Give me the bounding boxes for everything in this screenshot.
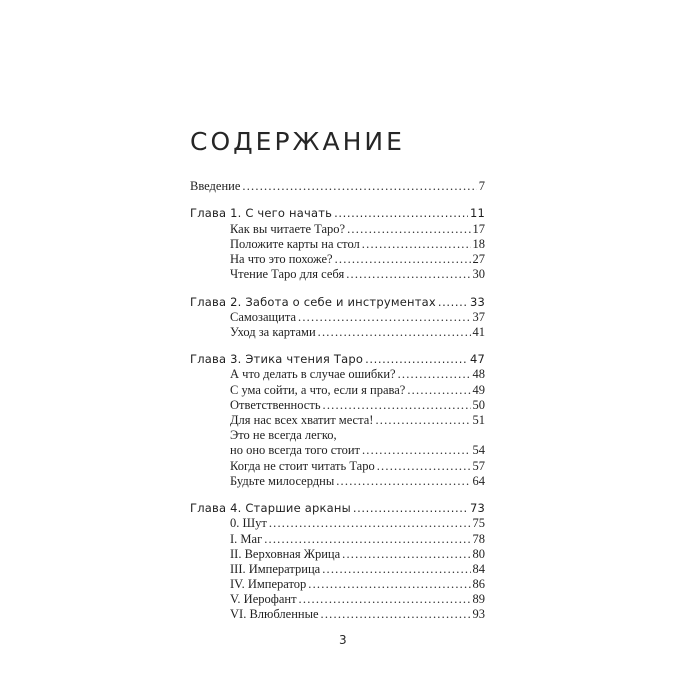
- toc-item-first-line[interactable]: [190, 428, 485, 443]
- toc-item[interactable]: [190, 222, 485, 237]
- toc-item-page: 78: [472, 531, 485, 546]
- toc-item-label: Это не всегда легко,: [230, 428, 337, 443]
- toc-item-page: 51: [472, 413, 485, 427]
- toc-item-label: Самозащита: [230, 309, 297, 324]
- leader-dots: [346, 267, 470, 282]
- spacer: [190, 282, 485, 294]
- toc-entry-label: Введение: [190, 179, 241, 193]
- toc-item[interactable]: [190, 252, 485, 267]
- toc-item-label: Как вы читаете Таро?: [230, 221, 346, 236]
- leader-dots: [308, 577, 470, 592]
- toc-item-label: Положите карты на стол: [230, 236, 360, 251]
- chapter-label: Глава 1. С чего начать: [190, 206, 333, 221]
- leader-dots: [362, 237, 471, 252]
- leader-dots: [438, 295, 468, 310]
- toc-item-label: VI. Влюбленные: [230, 607, 319, 622]
- toc-item[interactable]: [190, 325, 485, 340]
- toc-item-label: Уход за картами: [230, 324, 316, 339]
- toc-item-page: 37: [472, 309, 485, 324]
- toc-item-page: 17: [472, 221, 485, 236]
- toc-item-page: 80: [472, 546, 485, 561]
- toc-item-page: 75: [472, 516, 485, 531]
- toc-item-label: На что это похоже?: [230, 251, 333, 266]
- leader-dots: [353, 501, 468, 516]
- toc-item-page: 27: [472, 251, 485, 266]
- toc-item-page: 54: [472, 443, 485, 458]
- toc-item-label: Ответственность: [230, 397, 321, 412]
- toc-item-page: 89: [472, 592, 485, 607]
- leader-dots: [377, 459, 471, 474]
- toc-item[interactable]: [190, 547, 485, 562]
- leader-dots: [322, 562, 470, 577]
- toc-item-page: 93: [472, 607, 485, 622]
- toc-item-label: Для нас всех хватит места!: [230, 413, 374, 427]
- toc-item-label: Когда не стоит читать Таро: [230, 458, 375, 473]
- toc-item-label: III. Императрица: [230, 561, 321, 576]
- toc-item-page: 86: [472, 577, 485, 592]
- toc-item-label: Будьте милосердны: [230, 473, 335, 488]
- toc-item-page: 48: [472, 367, 485, 382]
- toc-item[interactable]: [190, 562, 485, 577]
- toc-item-page: 50: [472, 397, 485, 412]
- toc-item[interactable]: [190, 474, 485, 489]
- leader-dots: [323, 398, 471, 413]
- toc-item[interactable]: [190, 267, 485, 282]
- leader-dots: [264, 532, 470, 547]
- toc-item-label: А что делать в случае ошибки?: [230, 367, 396, 382]
- leader-dots: [298, 310, 470, 325]
- toc-item[interactable]: [190, 592, 485, 607]
- toc-item-label: но оно всегда того стоит: [230, 443, 360, 458]
- toc-item[interactable]: [190, 607, 485, 622]
- leader-dots: [347, 222, 470, 237]
- toc-item-label: V. Иерофант: [230, 592, 297, 607]
- toc-item-page: 41: [472, 324, 485, 339]
- toc-item[interactable]: [190, 516, 485, 531]
- toc-item-page: 64: [472, 473, 485, 488]
- leader-dots: [321, 607, 471, 622]
- leader-dots: [335, 252, 471, 267]
- toc-item-label: II. Верховная Жрица: [230, 546, 341, 561]
- chapter-page: 33: [469, 294, 485, 309]
- leader-dots: [318, 325, 471, 340]
- leader-dots: [407, 383, 470, 398]
- toc-item-page: 84: [472, 561, 485, 576]
- toc-chapter-1[interactable]: [190, 206, 485, 221]
- toc-item-page: 49: [472, 382, 485, 397]
- toc-chapter-2[interactable]: [190, 295, 485, 310]
- toc-item[interactable]: [190, 383, 485, 398]
- leader-dots: [398, 367, 471, 382]
- toc-item[interactable]: [190, 577, 485, 592]
- toc-item-page: 18: [472, 236, 485, 251]
- leader-dots: [365, 352, 468, 367]
- leader-dots: [362, 443, 471, 458]
- chapter-label: Глава 2. Забота о себе и инструментах: [190, 294, 436, 309]
- chapter-page: 47: [469, 352, 485, 367]
- toc-item[interactable]: [190, 443, 485, 458]
- leader-dots: [342, 547, 470, 562]
- leader-dots: [299, 592, 471, 607]
- toc-item-page: 57: [472, 458, 485, 473]
- chapter-page: 73: [469, 501, 485, 516]
- leader-dots: [269, 516, 471, 531]
- toc-chapter-3[interactable]: [190, 352, 485, 367]
- leader-dots: [336, 474, 470, 489]
- spacer: [190, 340, 485, 352]
- page-number: 3: [339, 633, 347, 647]
- chapter-page: 11: [469, 206, 485, 221]
- toc-item[interactable]: [190, 398, 485, 413]
- toc-item[interactable]: [190, 413, 485, 428]
- toc-item-label: С ума сойти, а что, если я права?: [230, 382, 406, 397]
- chapter-label: Глава 3. Этика чтения Таро: [190, 352, 364, 367]
- toc-chapter-4[interactable]: [190, 501, 485, 516]
- toc-entry-intro[interactable]: [190, 179, 485, 194]
- toc-item[interactable]: [190, 310, 485, 325]
- spacer: [190, 489, 485, 501]
- toc-item[interactable]: [190, 459, 485, 474]
- toc-entry-page: 7: [478, 179, 485, 193]
- toc-item[interactable]: [190, 237, 485, 252]
- toc-item-label: 0. Шут: [230, 516, 267, 531]
- page-title: СОДЕРЖАНИЕ: [190, 127, 405, 156]
- leader-dots: [334, 206, 468, 221]
- toc-item-page: 30: [472, 267, 485, 282]
- chapter-label: Глава 4. Старшие арканы: [190, 501, 351, 516]
- toc-item[interactable]: [190, 532, 485, 547]
- leader-dots: [242, 179, 476, 194]
- leader-dots: [375, 413, 470, 428]
- toc-item-label: IV. Император: [230, 577, 307, 592]
- toc-item[interactable]: [190, 367, 485, 382]
- toc-item-label: I. Маг: [230, 531, 263, 546]
- spacer: [190, 194, 485, 206]
- toc-item-label: Чтение Таро для себя: [230, 267, 345, 282]
- table-of-contents: [190, 179, 485, 623]
